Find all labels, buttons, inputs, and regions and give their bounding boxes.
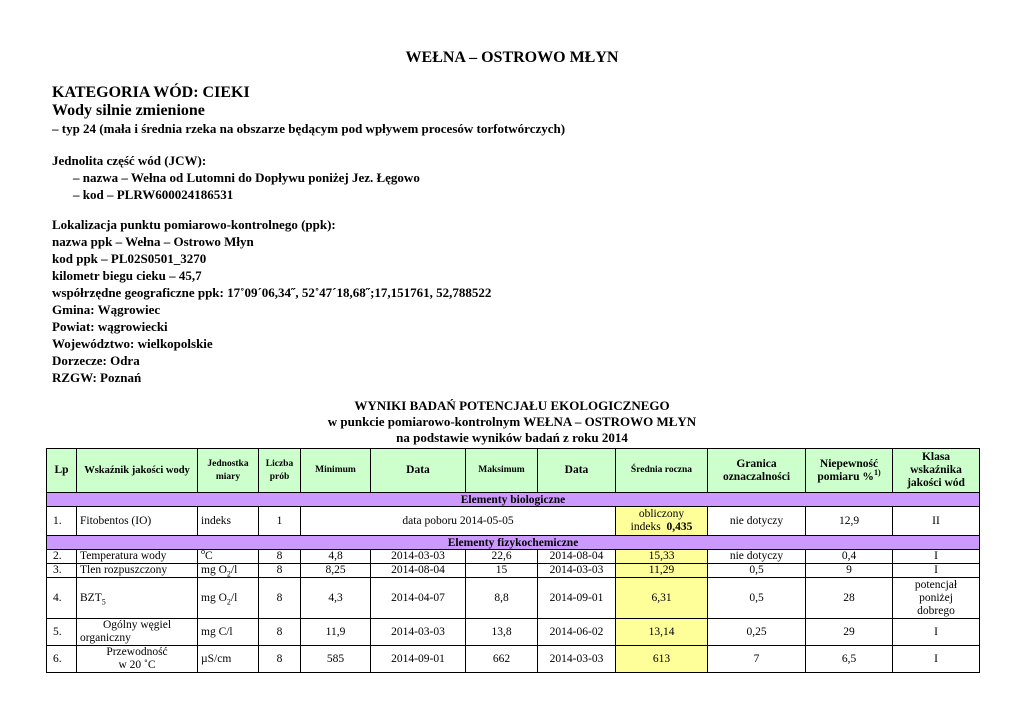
results-table [46,448,980,673]
jcw-code: – kod – PLRW600024186531 [73,187,234,202]
jcw-block [52,152,420,203]
header-granica: Granica oznaczalności [708,449,806,493]
results-line: na podstawie wyników badań z roku 2014 [396,430,628,445]
header-liczba: Liczba prób [259,449,301,493]
jcw-name: – nazwa – Wełna od Lutomni do Dopływu poniżej Jez. Łęgowo [73,170,420,185]
ppk-heading: Lokalizacja punktu pomiarowo-kontrolnego (ppk): [52,217,336,232]
header-data: Data [538,449,616,493]
ppk-km: kilometr biegu cieku – 45,7 [52,268,202,283]
ppk-code: kod ppk – PL02S0501_3270 [52,251,207,266]
header-klasa: Klasa wskaźnika jakości wód [893,449,980,493]
table-row: 1. Fitobentos (IO) indeks 1 data poboru 2014-05-05 obliczony indeks 0,435 nie dotyczy 12,9 II [47,507,980,536]
table-row: 3. Tlen rozpuszczony mg $O_2/l$ 8 8,25 2014-08-04 15 2014-03-03 11,29 0,5 9 I [47,564,980,578]
header-lp: Lp [47,449,77,493]
category-block [52,84,565,138]
table-row: 2. Temperatura wody $^o$C 8 4,8 2014-03-03 22,6 2014-08-04 15,33 nie dotyczy 0,4 I [47,550,980,564]
results-line: WYNIKI BADAŃ POTENCJAŁU EKOLOGICZNEGO [354,398,670,413]
ppk-wojewodztwo: Województwo: wielkopolskie [52,336,213,351]
header-wskaznik: Wskaźnik jakości wody [77,449,198,493]
results-line: w punkcie pomiarowo-kontrolnym WEŁNA – OSTROWO MŁYN [327,414,697,429]
header-maksimum: Maksimum [466,449,538,493]
ppk-gmina: Gmina: Wągrowiec [52,302,161,317]
ppk-coords: współrzędne geograficzne ppk: 17˚09´06,34˝, 52˚47´18,68˝;17,151761, 52,788522 [52,285,492,300]
section-physicochemical: Elementy fizykochemiczne [47,536,980,550]
ppk-block [52,216,491,386]
header-jednostka: Jednostka miary [198,449,259,493]
results-heading [0,398,1024,446]
category-type: – typ 24 (mała i średnia rzeka na obszarze będącym pod wpływem procesów torfotwórczych) [52,121,566,136]
ppk-rzgw: RZGW: Poznań [52,370,142,385]
section-biological: Elementy biologiczne [47,493,980,507]
header-srednia: Średnia roczna [616,449,708,493]
jcw-heading: Jednolita część wód (JCW): [52,153,207,168]
category-subtitle: Wody silnie zmienione [52,102,205,119]
page-title: WEŁNA – OSTROWO MŁYN [405,49,619,66]
table-row: 5. Ogólny węgiel organiczny mg C/l 8 11,9 2014-03-03 13,8 2014-06-02 13,14 0,25 29 I [47,619,980,646]
header-minimum: Minimum [301,449,371,493]
ppk-name: nazwa ppk – Wełna – Ostrowo Młyn [52,234,254,249]
category-line: KATEGORIA WÓD: CIEKI [52,84,250,101]
annual-average: obliczony indeks 0,435 [616,507,708,536]
table-row: 4. $BZT_5$ mg $O_2/l$ 8 4,3 2014-04-07 8,8 2014-09-01 6,31 0,5 28 potencjał poniżej dobrego [47,578,980,619]
header-data: Data [371,449,466,493]
sampling-date: data poboru 2014-05-05 [301,507,616,536]
header-niepewnosc: Niepewność pomiaru %$^{1)}$ [806,449,893,493]
ppk-dorzecze: Dorzecze: Odra [52,353,140,368]
table-row: 6. Przewodność w 20 ˚C µS/cm 8 585 2014-09-01 662 2014-03-03 613 7 6,5 I [47,646,980,673]
ppk-powiat: Powiat: wągrowiecki [52,319,168,334]
